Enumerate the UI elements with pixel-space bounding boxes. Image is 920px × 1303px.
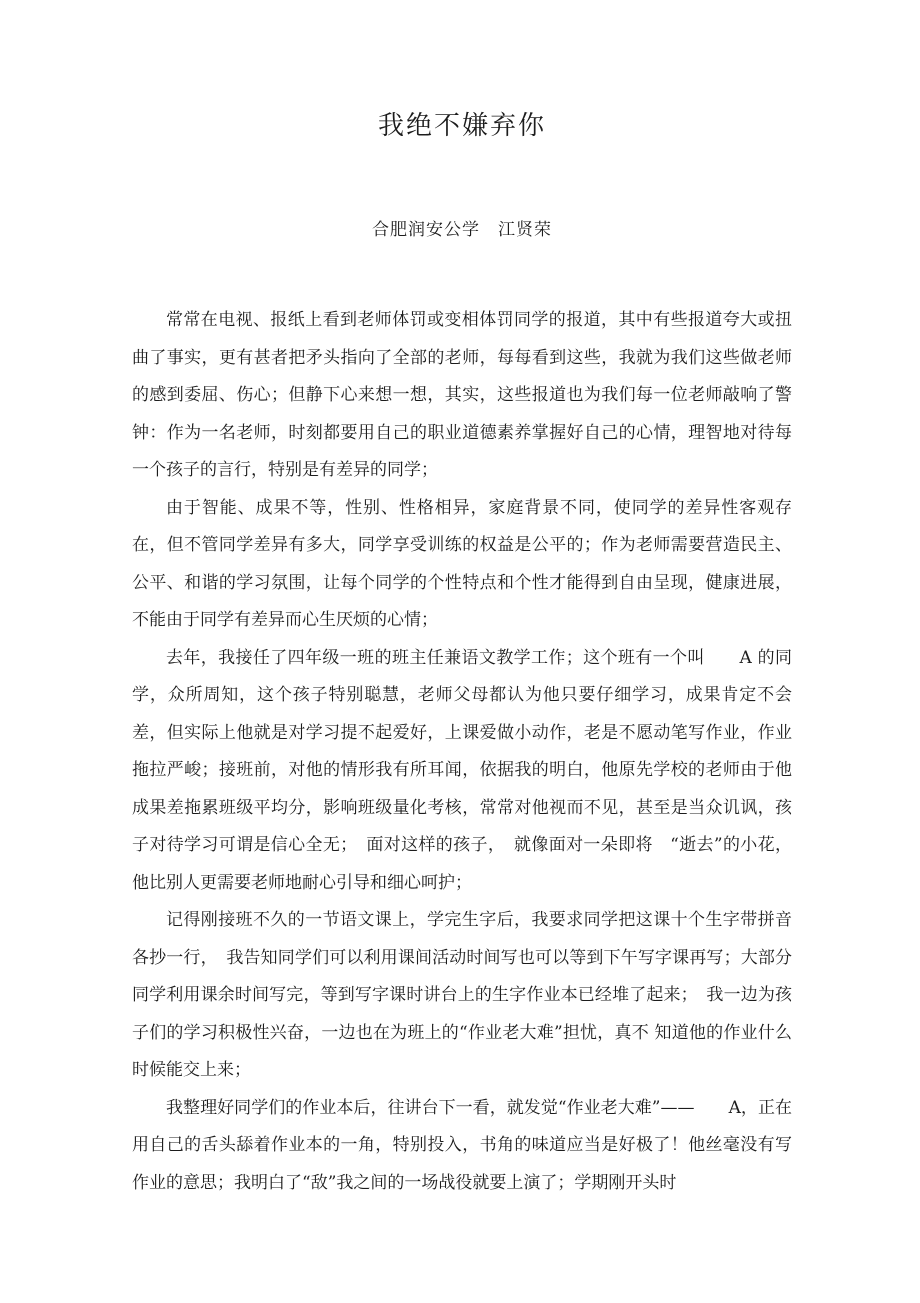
document-title: 我绝不嫌弃你: [377, 111, 546, 141]
paragraph-3: 去年，我接任了四年级一班的班主任兼语文教学工作；这个班有一个叫 A 的同学，众所周知，这个孩子特别聪慧，老师父母都认为他只要仔细学习，成果肯定不会差，但实际上他就是对学习提不起爱好，上课爱做小动作，老是不愿动笔写作业，作业拖拉严峻；接班前，对他的情形我有所耳闻，依据我的明白，他原先学校的老师由于他成果差拖累班级平均分，影响班级量化考核，常常对他视而不见，甚至是当众讥讽，孩子对待学习可谓是信心全无； 面对这样的孩子， 就像面对一朵即将 “逝去”的小花，他比别人更需要老师地耐心引导和细心呵护；: [132, 647, 792, 893]
paragraph-4: 记得刚接班不久的一节语文课上，学完生字后，我要求同学把这课十个生字带拼音各抄一行， 我告知同学们可以利用课间活动时间写也可以等到下午写字课再写；大部分同学利用课余时间写完，等到写字课时讲台上的生字作业本已经堆了起来； 我一边为孩子们的学习积极性兴奋，一边也在为班上的“作业老大难”担忧，真不 知道他的作业什么时候能交上来；: [132, 910, 792, 1080]
document-body: [132, 302, 792, 1202]
paragraph-5: 我整理好同学们的作业本后，往讲台下一看，就发觉“作业老大难”—— A，正在用自己的舌头舔着作业本的一角，特别投入，书角的味道应当是好极了！他丝毫没有写作业的意思；我明白了“敌”我之间的一场战役就要上演了；学期刚开头时: [132, 1097, 792, 1193]
author-byline: 合肥润安公学 江贤荣: [372, 220, 552, 240]
paragraph-2: 由于智能、成果不等，性别、性格相异，家庭背景不同，使同学的差异性客观存在，但不管同学差异有多大，同学享受训练的权益是公平的；作为老师需要营造民主、公平、和谐的学习氛围，让每个同学的个性特点和个性才能得到自由呈现，健康进展，不能由于同学有差异而心生厌烦的心情；: [132, 497, 792, 630]
paragraph-1: 常常在电视、报纸上看到老师体罚或变相体罚同学的报道，其中有些报道夸大或扭曲了事实，更有甚者把矛头指向了全部的老师，每每看到这些，我就为我们这些做老师的感到委屈、伤心；但静下心来想一想，其实，这些报道也为我们每一位老师敲响了警钟：作为一名老师，时刻都要用自己的职业道德素养掌握好自己的心情，理智地对待每一个孩子的言行，特别是有差异的同学；: [132, 310, 792, 480]
